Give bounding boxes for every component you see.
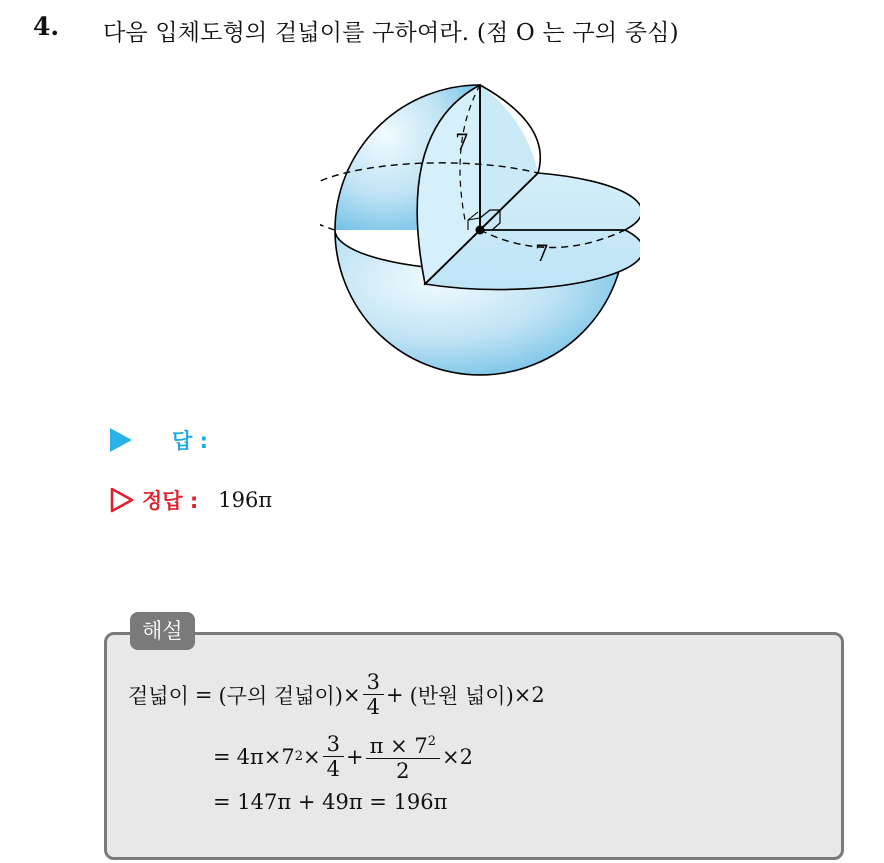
correct-answer-label: 정답 : — [142, 489, 199, 513]
fraction-three-quarters: $\frac{3}{4}$ — [365, 670, 382, 719]
center-point — [476, 226, 485, 235]
surface-area-label: 겉넓이 — [128, 683, 189, 708]
question-number: 4. — [33, 12, 60, 41]
solution-line-2: = 4π × 7 2 × $\frac{3}{4}$ + $\frac{\pi \times 7^2}{2}$ × 2 — [213, 732, 474, 783]
answer-label: 답 : — [172, 429, 208, 453]
sphere-figure — [320, 70, 640, 380]
solution-tab: 해설 — [130, 612, 195, 650]
answer-triangle-icon — [110, 428, 132, 452]
question-text: 다음 입체도형의 겉넓이를 구하여라. (점 O 는 구의 중심) — [103, 20, 679, 46]
fraction-pi-7sq-over-2: $\frac{\pi \times 7^2}{2}$ — [368, 730, 438, 783]
label-horizontal-radius: 7 — [535, 242, 549, 267]
label-vertical-radius: 7 — [455, 131, 469, 156]
correct-answer-value: 196π — [218, 488, 273, 512]
answer-row — [110, 425, 208, 455]
correct-answer-row — [110, 485, 272, 515]
solution-line-1: 겉넓이 = (구의 겉넓이) × $\frac{3}{4}$ + (반원 넓이) × 2 — [128, 670, 545, 719]
outline-triangle-icon — [110, 487, 134, 513]
solution-line-3: = 147π + 49π = 196π — [213, 790, 448, 814]
fraction-3-4: $\frac{3}{4}$ — [325, 732, 342, 781]
